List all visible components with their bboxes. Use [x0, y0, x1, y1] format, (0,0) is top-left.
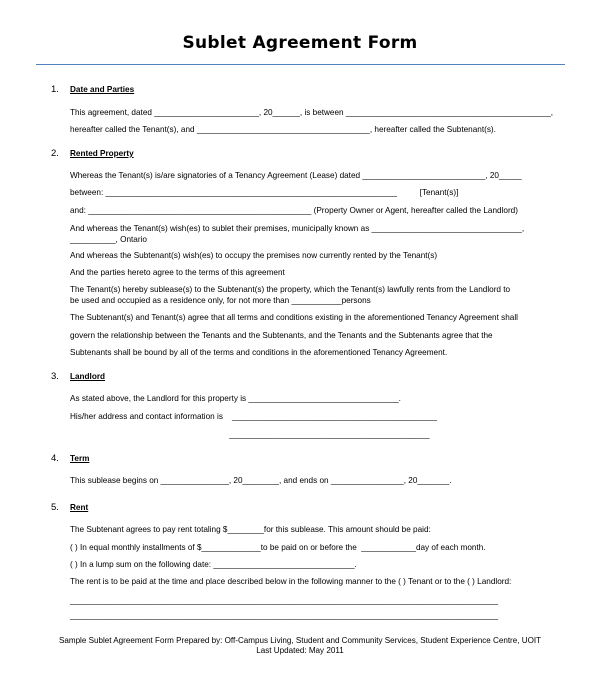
section-1-heading: Date and Parties: [70, 85, 135, 94]
section-5-line: ( ) In a lump sum on the following date: _______________________________.: [70, 560, 357, 569]
section-2-line: And whereas the Tenant(s) wish(es) to sublet their premises, municipally known as _________________________________,: [70, 224, 525, 233]
section-1-number: 1.: [51, 84, 59, 95]
section-5-heading: Rent: [70, 503, 89, 512]
section-5-line: The Subtenant agrees to pay rent totaling $________for this sublease. This amount should be paid:: [70, 525, 431, 534]
section-2-line: be used and occupied as a residence only, for not more than ___________persons: [70, 296, 371, 305]
section-1-line: hereafter called the Tenant(s), and ______________________________________, hereafter called the Subtenant(s).: [70, 125, 496, 134]
section-2-number: 2.: [51, 148, 59, 159]
section-2-line: __________, Ontario: [70, 235, 147, 244]
section-4-line: This sublease begins on _______________, 20________, and ends on ________________, 20_______.: [70, 476, 452, 485]
page-title: Sublet Agreement Form: [182, 33, 418, 53]
section-5-line: ( ) In equal monthly installments of $_____________to be paid on or before the ____________day of each month.: [70, 543, 486, 552]
footer-last-updated: Last Updated: May 2011: [256, 646, 344, 655]
title-divider: [36, 64, 565, 65]
section-2-line: And whereas the Subtenant(s) wish(es) to occupy the premises now currently rented by the Tenant(s): [70, 251, 438, 260]
section-2-line: govern the relationship between the Tenants and the Subtenants, and the Tenants and the Subtenants agree that the: [70, 331, 493, 340]
section-3-number: 3.: [51, 371, 59, 382]
section-5-blank-line: ______________________________________________________________________________________________: [70, 611, 499, 620]
footer-prepared-by: Sample Sublet Agreement Form Prepared by: Off-Campus Living, Student and Community Services, Student Experience Centre, UOIT: [58, 636, 542, 645]
section-4-number: 4.: [51, 453, 59, 464]
section-2-heading: Rented Property: [70, 149, 134, 158]
section-3-heading: Landlord: [70, 372, 106, 381]
section-2-line: Subtenants shall be bound by all of the terms and conditions in the aforementioned Tenancy Agreement.: [70, 348, 448, 357]
section-3-line: ____________________________________________: [70, 430, 430, 439]
section-2-line: The Tenant(s) hereby sublease(s) to the Subtenant(s) the property, which the Tenant(s) lawfully rents from the Landlord to: [70, 285, 511, 294]
section-5-number: 5.: [51, 502, 59, 513]
section-2-line: between: ________________________________________________________________ [Tenant(s)]: [70, 188, 459, 197]
section-5-blank-line: ______________________________________________________________________________________________: [70, 596, 499, 605]
section-3-line: His/her address and contact information is _____________________________________________: [70, 412, 437, 421]
section-3-line: As stated above, the Landlord for this property is _________________________________.: [70, 394, 401, 403]
section-2-line: and: _________________________________________________ (Property Owner or Agent, hereafter called the Landlord): [70, 206, 518, 215]
section-4-heading: Term: [70, 454, 90, 463]
section-1-line: This agreement, dated _______________________, 20______, is between _____________________________________________,: [70, 108, 554, 117]
section-2-line: And the parties hereto agree to the terms of this agreement: [70, 268, 285, 277]
section-2-line: The Subtenant(s) and Tenant(s) agree that all terms and conditions existing in the aforementioned Tenancy Agreement shall: [70, 313, 519, 322]
section-5-line: The rent is to be paid at the time and place described below in the following manner to the ( ) Tenant or to the ( ) Landlord:: [70, 577, 512, 586]
section-2-line: Whereas the Tenant(s) is/are signatories of a Tenancy Agreement (Lease) dated ___________________________, 20_____: [70, 171, 522, 180]
